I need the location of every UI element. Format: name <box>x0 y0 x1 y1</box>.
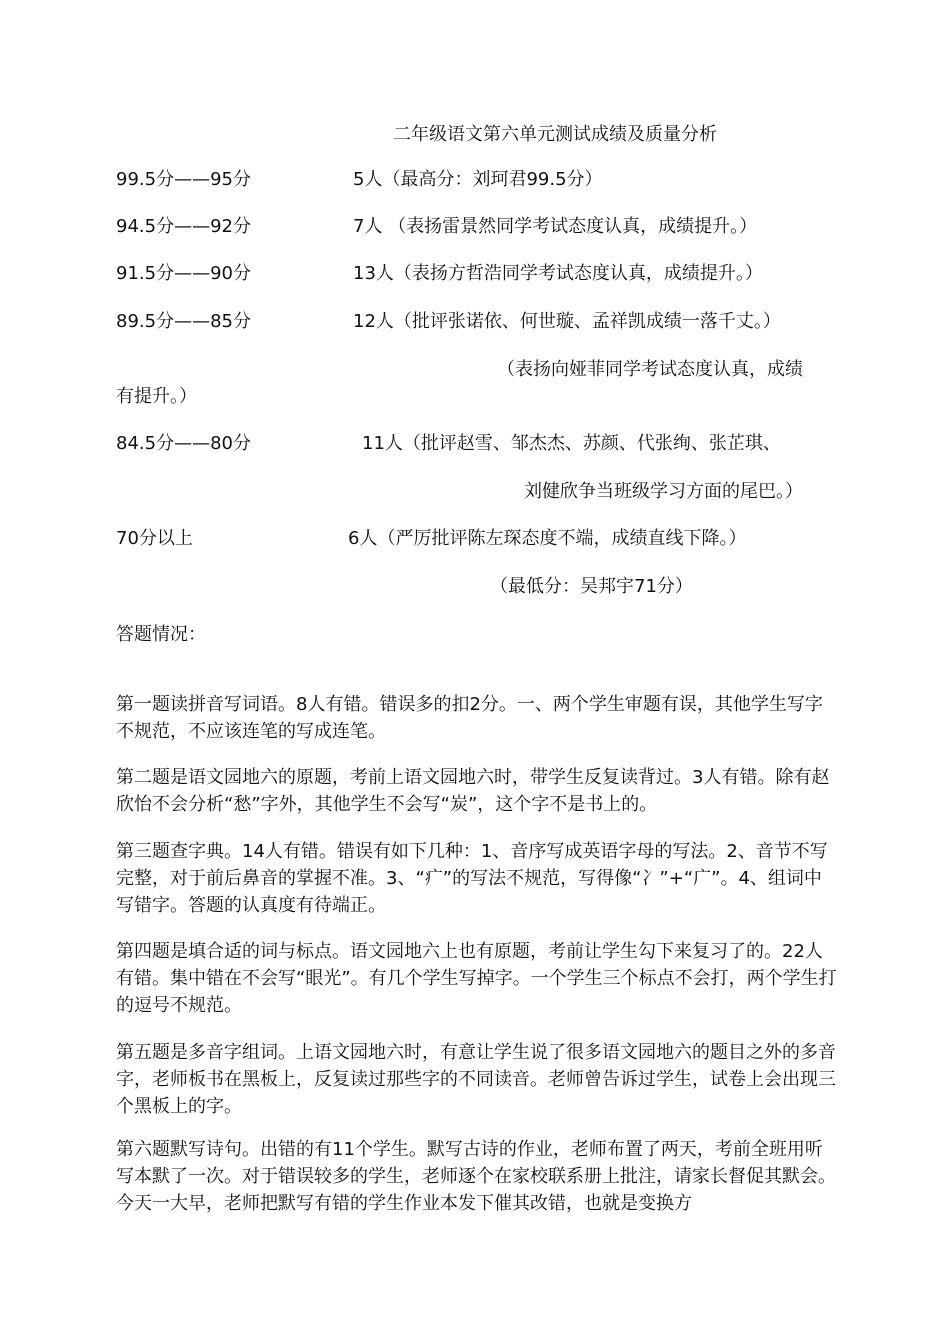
score-detail: 13人（表扬方哲浩同学考试态度认真，成绩提升。） <box>353 263 763 284</box>
score-range: 89.5分——85分 <box>116 311 251 332</box>
score-range: 94.5分——92分 <box>116 216 251 237</box>
page-title: 二年级语文第六单元测试成绩及质量分析 <box>393 124 717 145</box>
paragraph: 第六题默写诗句。出错的有11个学生。默写古诗的作业，老师布置了两天，考前全班用听写本默了一次。对于错误较多的学生，老师逐个在家校联系册上批注，请家长督促其默会。今天一大早，老师把默写有错的学生作业本发下催其改错，也就是变换方 <box>116 1139 836 1214</box>
paragraph: 第四题是填合适的词与标点。语文园地六上也有原题，考前让学生勾下来复习了的。22人有错。集中错在不会写“眼光”。有几个学生写掉字。一个学生三个标点不会打，两个学生打的逗号不规范。 <box>116 941 837 1016</box>
score-range: 84.5分——80分 <box>116 433 251 454</box>
score-detail: 7人 （表扬雷景然同学考试态度认真，成绩提升。） <box>353 216 758 237</box>
section-heading: 答题情况： <box>116 624 206 645</box>
paragraph: 第二题是语文园地六的原题，考前上语文园地六时，带学生反复读背过。3人有错。除有赵欣怡不会分析“愁”字外，其他学生不会写“炭”，这个字不是书上的。 <box>116 767 830 815</box>
score-detail: 12人（批评张诺依、何世璇、孟祥凯成绩一落千丈。） <box>353 311 781 332</box>
praise-line-cont: 有提升。） <box>116 386 197 407</box>
praise-line: （表扬向娅菲同学考试态度认真，成绩 <box>497 359 803 380</box>
score-range: 91.5分——90分 <box>116 263 251 284</box>
paragraph: 第三题查字典。14人有错。错误有如下几种：1、音序写成英语字母的写法。2、音节不写完整，对于前后鼻音的掌握不准。3、“疒”的写法不规范，写得像“冫”+“广”。4、组词中写错字。答题的认真度有待端正。 <box>116 841 828 916</box>
score-range: 99.5分——95分 <box>116 169 251 190</box>
score-detail-cont: 刘健欣争当班级学习方面的尾巴。） <box>524 481 803 502</box>
paragraph: 第一题读拼音写词语。8人有错。错误多的扣2分。一、两个学生审题有误，其他学生写字不规范，不应该连笔的写成连笔。 <box>116 694 823 742</box>
score-detail: 5人（最高分：刘珂君99.5分） <box>353 169 603 190</box>
paragraph: 第五题是多音字组词。上语文园地六时，有意让学生说了很多语文园地六的题目之外的多音字，老师板书在黑板上，反复读过那些字的不同读音。老师曾告诉过学生，试卷上会出现三个黑板上的字。 <box>116 1042 836 1117</box>
lowest-score: （最低分：吴邦宇71分） <box>490 576 693 597</box>
score-detail: 11人（批评赵雪、邹杰杰、苏颜、代张绚、张芷琪、 <box>362 433 781 454</box>
score-range: 70分以上 <box>116 528 193 549</box>
score-detail: 6人（严厉批评陈左琛态度不端，成绩直线下降。） <box>348 528 747 549</box>
